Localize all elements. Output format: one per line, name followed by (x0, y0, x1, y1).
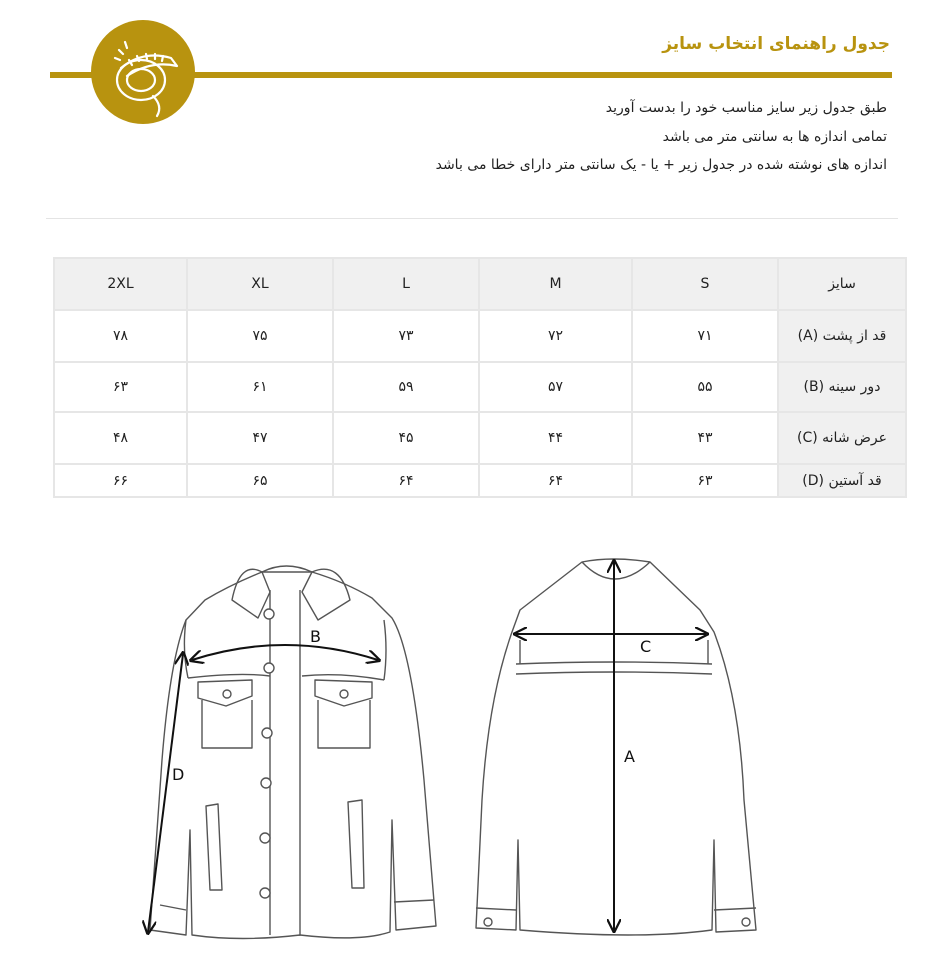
table-cell: ۶۵ (187, 464, 333, 497)
table-cell: ۷۵ (187, 310, 333, 362)
row-label: دور سینه (B) (778, 362, 906, 412)
table-cell: ۷۲ (479, 310, 632, 362)
table-cell: ۷۸ (54, 310, 187, 362)
measure-label-b: B (310, 627, 321, 646)
measure-label-a: A (624, 747, 635, 766)
front-jacket-drawing (150, 566, 436, 939)
table-cell: ۴۳ (632, 412, 778, 464)
table-cell: ۵۵ (632, 362, 778, 412)
table-cell: ۶۶ (54, 464, 187, 497)
page-title: جدول راهنمای انتخاب سایز (662, 34, 890, 54)
size-header: M (479, 258, 632, 310)
table-cell: ۶۴ (479, 464, 632, 497)
table-cell: ۶۱ (187, 362, 333, 412)
measure-label-d: D (172, 765, 185, 784)
table-cell: ۴۵ (333, 412, 479, 464)
table-cell: ۶۴ (333, 464, 479, 497)
table-cell: ۶۳ (54, 362, 187, 412)
table-cell: ۷۳ (333, 310, 479, 362)
table-cell: ۶۳ (632, 464, 778, 497)
size-header: 2XL (54, 258, 187, 310)
row-label: عرض شانه (C) (778, 412, 906, 464)
table-cell: ۷۱ (632, 310, 778, 362)
row-label: قد از پشت (A) (778, 310, 906, 362)
size-header: L (333, 258, 479, 310)
table-cell: ۴۸ (54, 412, 187, 464)
size-header: S (632, 258, 778, 310)
intro-line: اندازه های نوشته شده در جدول زیر + یا - یک سانتی متر دارای خطا می باشد (435, 157, 887, 173)
intro-line: طبق جدول زیر سایز مناسب خود را بدست آورید (605, 100, 887, 116)
table-cell: ۴۴ (479, 412, 632, 464)
intro-line: تمامی اندازه ها به سانتی متر می باشد (662, 128, 887, 145)
table-cell: ۵۹ (333, 362, 479, 412)
size-header: XL (187, 258, 333, 310)
table-cell: ۴۷ (187, 412, 333, 464)
table-cell: ۵۷ (479, 362, 632, 412)
measure-label-c: C (640, 637, 652, 656)
row-label: قد آستین (D) (778, 464, 906, 497)
back-jacket-drawing (476, 559, 756, 935)
table-corner-label: سایز (778, 258, 906, 310)
